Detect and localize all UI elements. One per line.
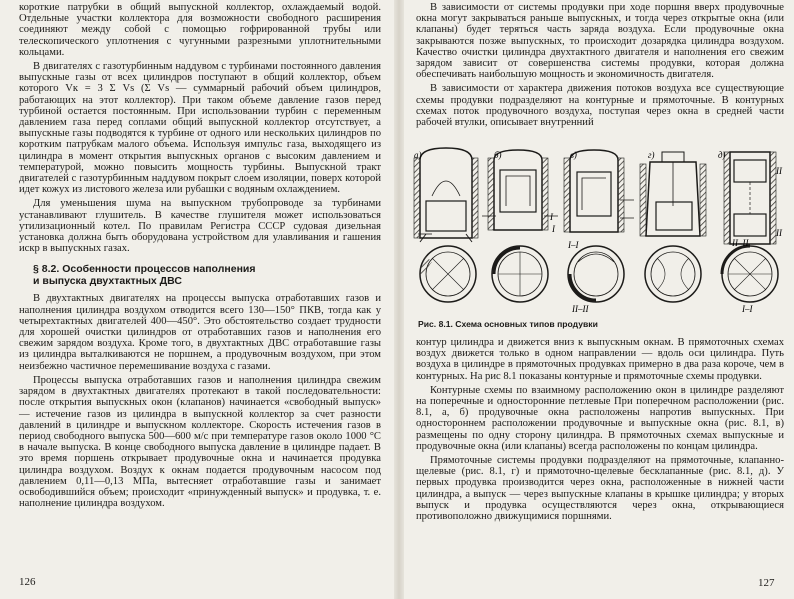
scheme-e-drawing	[724, 152, 776, 244]
section-mark-7: II–II	[732, 238, 749, 248]
section-mark-2: I	[552, 224, 555, 234]
section-mark-4: II	[776, 228, 782, 238]
right-paragraph-2: В зависимости от характера движения потоков воздуха все существующие схемы продувки подразделяют на контурные и прямоточные. В контурных схемах поток продувочного воздуха, поступая через окна в средней части рабочей втулки, описывает внутренний	[416, 83, 784, 129]
left-paragraph-1: короткие патрубки в общий выпускной коллектор, охлаждаемый водой. Отдельные участки коллектора для возможности свободного расширения соединяют между собой с помощью гофрированной трубы или телескопического уплотнения с чугунными разрезными уплотнительными кольцами.	[19, 2, 381, 58]
section-mark-3: II	[776, 166, 782, 176]
left-paragraph-2: В двигателях с газотурбинным наддувом с турбинами постоянного давления выпускные газы от всех цилиндров поступают в общий коллектор, объем которого Vк = 3 Σ Vs (Σ Vs — суммарный рабочий объем цилиндров, работающих на этот коллектор). При таком объеме давление газов перед турбиной остается постоянным. При использовании турбин с переменным давлением газа перед соплами общий выпускной коллектор отсутствует, а выпускные газы подводятся к турбине от одного или нескольких цилиндров по коротким патрубкам малого объема. Используя импульс газа, выходящего из цилиндра в момент открытия выпускных органов с высоким давлением и температурой, можно повысить мощность турбины. Выпускной тракт двигателей с газотурбинным наддувом покрыт слоем изоляции, поверх которой идет кожух из листового железа или рубашки с водяным охлаждением.	[19, 61, 381, 196]
right-text-column-bottom	[416, 337, 784, 522]
figure-label-a: а)	[414, 150, 422, 160]
left-paragraph-3: Для уменьшения шума на выпускном трубопроводе за турбинами устанавливают глушитель. В качестве глушителя может использоваться утилизационный котел. По правилам Регистра СССР судовая дизельная установка должна быть оборудована устройством для улавливания и гашения искр в выпускных газах.	[19, 198, 381, 255]
left-paragraph-4: В двухтактных двигателях на процессы выпуска отработавших газов и наполнения цилиндра воздухом отводится всего 130—150° ПКВ, тогда как у четырехтактных двигателей 400—450°. Это обстоятельство создает трудности для хорошей очистки цилиндров от отработавших газов и наполнения его свежим зарядом воздуха. Кроме того, в двухтактных ДВС отработавшие газы из цилиндра выталкиваются не поршнем, а продувочным воздухом, при этом неизбежно частичное перемешивание воздуха с газами.	[19, 293, 381, 372]
section-mark-5: I–I	[568, 240, 579, 250]
right-paragraph-3: контур цилиндра и движется вниз к выпускным окнам. В прямоточных схемах воздух движется только в одном направлении — вдоль оси цилиндра. Путь воздуха в цилиндре в прямоточных продувках примерно в два раза короче, чем в контурных. На рис 8.1 показаны контурные и прямоточные схемы продувки.	[416, 337, 784, 382]
right-paragraph-4: Контурные схемы по взаимному расположению окон в цилиндре разделяют на поперечные и односторонние петлевые При поперечном расположении (рис. 8.1, а, б) продувочные окна расположены напротив выпускных. При одностороннем расположении продувочные и выпускные окна (рис. 8.1, в) размещены по одну сторону цилиндра. В прямоточных схемах выпускные и продувочные окна (или клапаны) всегда расположены по концам цилиндра.	[416, 384, 784, 452]
figure-label-b: б)	[494, 150, 502, 160]
section-mark-1: I	[550, 212, 553, 222]
book-gutter	[394, 0, 404, 599]
left-text-column	[19, 2, 381, 509]
scheme-d-drawing	[640, 152, 706, 236]
figure-caption: Рис. 8.1. Схема основных типов продувки	[418, 319, 598, 329]
figure-scavenging-schemes	[412, 146, 786, 316]
right-text-column-top	[416, 2, 784, 128]
scheme-a-drawing	[414, 148, 478, 242]
page-number-right: 127	[758, 577, 775, 589]
right-paragraph-1: В зависимости от системы продувки при ходе поршня вверх продувочные окна могут закрываться раньше выпускных, и тогда через открытые окна (или клапаны) будет теряться часть заряда воздуха. Если продувочные окна закрываются позже выпускных, то происходит дозарядка цилиндра воздухом. Качество очистки цилиндра двухтактного двигателя и наполнения его свежим зарядом зависит от совершенства системы продувки, которая должна обеспечивать наибольшую мощность и экономичность двигателя.	[416, 2, 784, 81]
figure-label-c: в)	[570, 150, 577, 160]
section-mark-8: I–I	[742, 304, 753, 314]
left-paragraph-5: Процессы выпуска отработавших газов и наполнения цилиндра свежим зарядом в двухтактных двигателях протекают в такой последовательности: после открытия выпускных окон (клапанов) начинается «свободный выпуск» — истечение газов из цилиндра в выпускной коллектор за счет разности давлений в цилиндре и выпускном коллекторе. Скорость истечения газов в период свободного выпуска 500—600 м/с при температуре газов около 1000 °С в начале выпуска. В конце свободного выпуска давление в цилиндре падает. В это время поршень открывает продувочные окна и начинается продувка цилиндра воздухом. Воздух к окнам подается продувочным насосом под давлением 0,11—0,13 МПа, вытесняет отработавшие газы и занимает освободившийся объем; происходит «принужденный выпуск» и продувка, т. е. наполнение цилиндра воздухом.	[19, 374, 381, 510]
scheme-c-drawing	[564, 150, 634, 232]
figure-label-d: г)	[648, 150, 655, 160]
section-heading: § 8.2. Особенности процессов наполнения и выпуска двухтактных ДВС	[33, 263, 256, 288]
right-paragraph-5: Прямоточные системы продувки подразделяют на прямоточные, клапанно-щелевые (рис. 8.1, г) и прямоточно-щелевые бесклапанные (рис. 8.1, д). У первых продувка производится через окна, расположенные в нижней части цилиндра, а выпуск — через выпускные клапаны в крышке цилиндра; у вторых выпуск и продувка осуществляются через окна, открывающиеся противоположно движущимися поршнями.	[416, 455, 784, 523]
cross-sections	[420, 246, 778, 302]
section-mark-6: II–II	[572, 304, 589, 314]
figure-label-e: д)	[718, 150, 726, 160]
page-number-left: 126	[19, 576, 36, 588]
scheme-b-drawing	[482, 150, 558, 230]
